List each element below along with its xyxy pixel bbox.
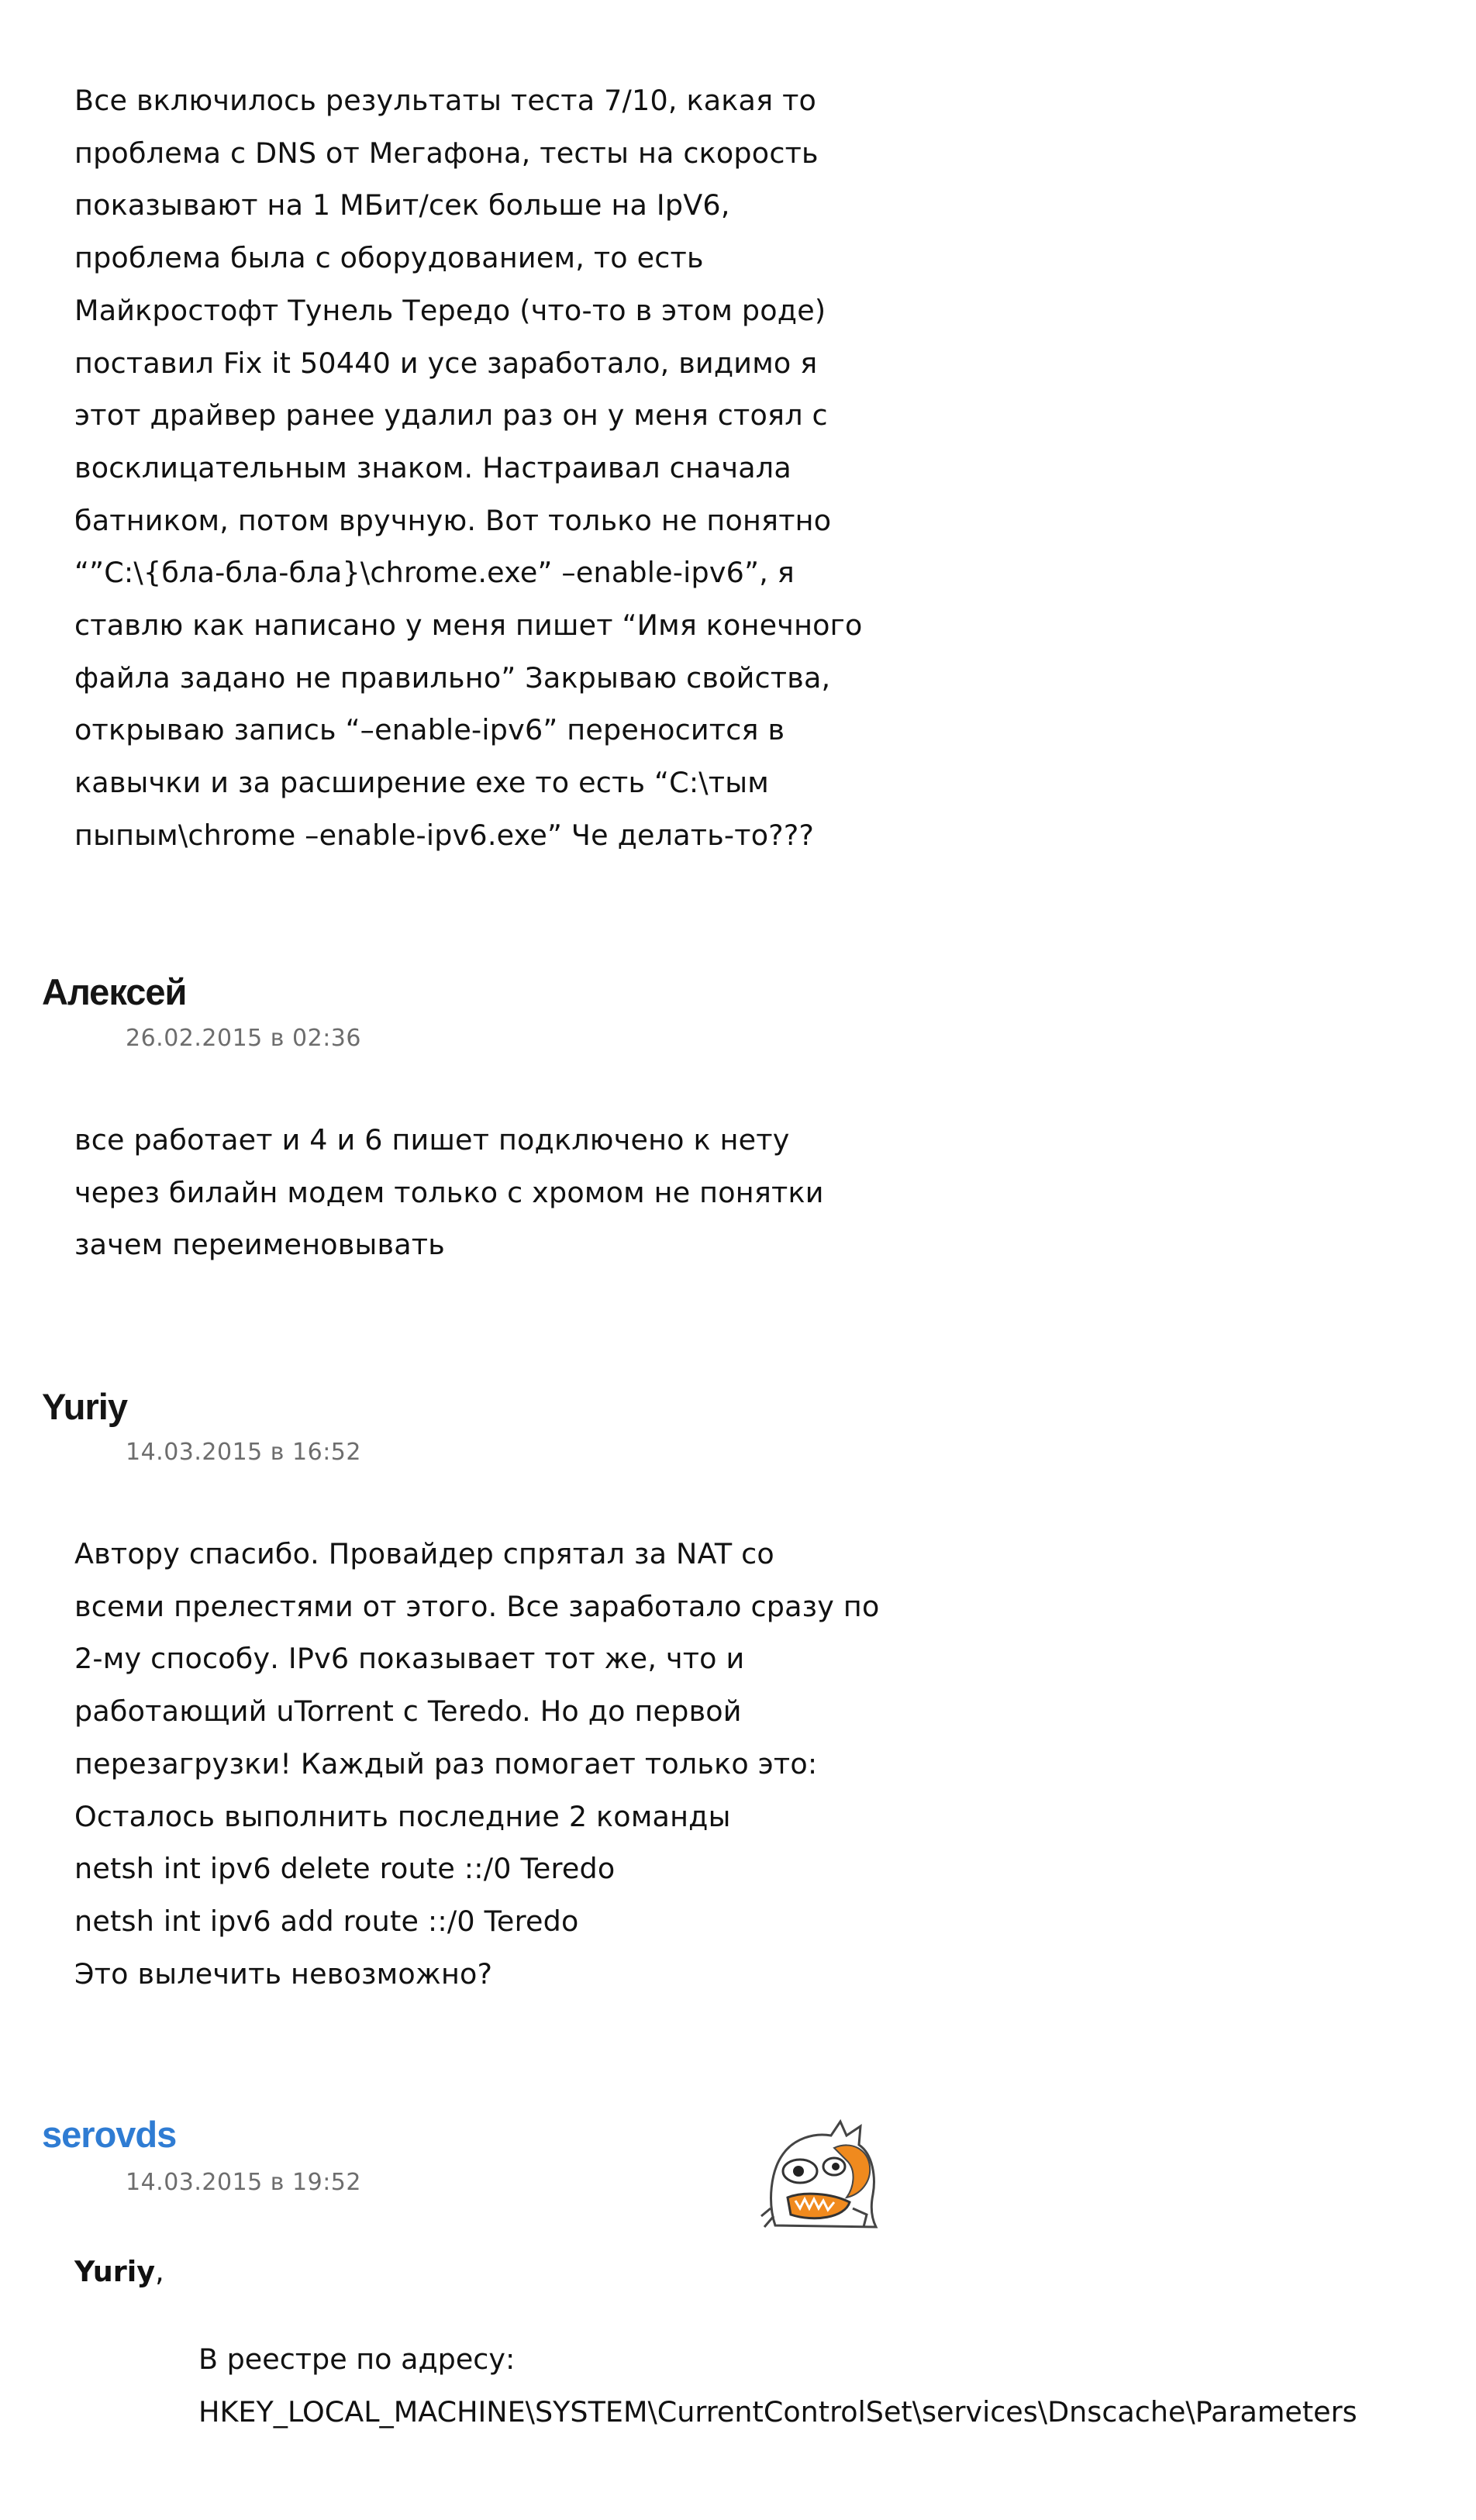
comment-text: Автору спасибо. Провайдер спрятал за NAT со всеми прелестями от этого. Все заработало сразу по 2-му способу. IPv6 показывает тот же, что и работающий uTorrent с Teredo. Но до первой перезагрузки! Каждый раз помогает только это: Осталось выполнить последние 2 команды netsh int ipv6 delete route ::/0 Teredo netsh int ipv6 add route ::/0 Teredo Это вылечить невозможно?: [74, 1537, 880, 1991]
dragon-avatar-icon: [760, 2117, 881, 2229]
comment-text: все работает и 4 и 6 пишет подключено к нету через билайн модем только с хромом не понятки зачем переименовывать: [74, 1123, 824, 1262]
reply-to-line: [74, 2246, 164, 2298]
reply-to-author[interactable]: Yuriy: [74, 2255, 156, 2288]
comment-author-admin[interactable]: serovds: [42, 2114, 177, 2155]
comment-author[interactable]: Алексей: [42, 971, 187, 1012]
comment-date[interactable]: 14.03.2015 в 16:52: [126, 1439, 361, 1466]
comment-author[interactable]: Yuriy: [42, 1386, 127, 1427]
comment-text: В реестре по адресу: HKEY_LOCAL_MACHINE\SYSTEM\CurrentControlSet\services\Dnscache\Parameters: [198, 2342, 1357, 2429]
comment-text: Все включилось результаты теста 7/10, какая то проблема с DNS от Мегафона, тесты на скорость показывают на 1 МБит/сек больше на IpV6, проблема была с оборудованием, то есть Майкростофт Тунель Тередо (что-то в этом роде) поставил Fix it 50440 и усе заработало, видимо я этот драйвер ранее удалил раз он у меня стоял с восклицательным знаком. Настраивал сначала батником, потом вручную. Вот только не понятно “”C:\{бла-бла-бла}\chrome.exe” –enable-ipv6”, я ставлю как написано у меня пишет “Имя конечного файла задано не правильно” Закрываю свойства, открываю запись “–enable-ipv6” переносится в кавычки и за расширение exe то есть “C:\тым пыпым\chrome –enable-ipv6.exe” Че делать-то???: [74, 84, 863, 852]
comment-date[interactable]: 26.02.2015 в 02:36: [126, 1025, 361, 1052]
reply-to-suffix: ,: [155, 2255, 164, 2288]
comment-date[interactable]: 14.03.2015 в 19:52: [126, 2169, 361, 2196]
